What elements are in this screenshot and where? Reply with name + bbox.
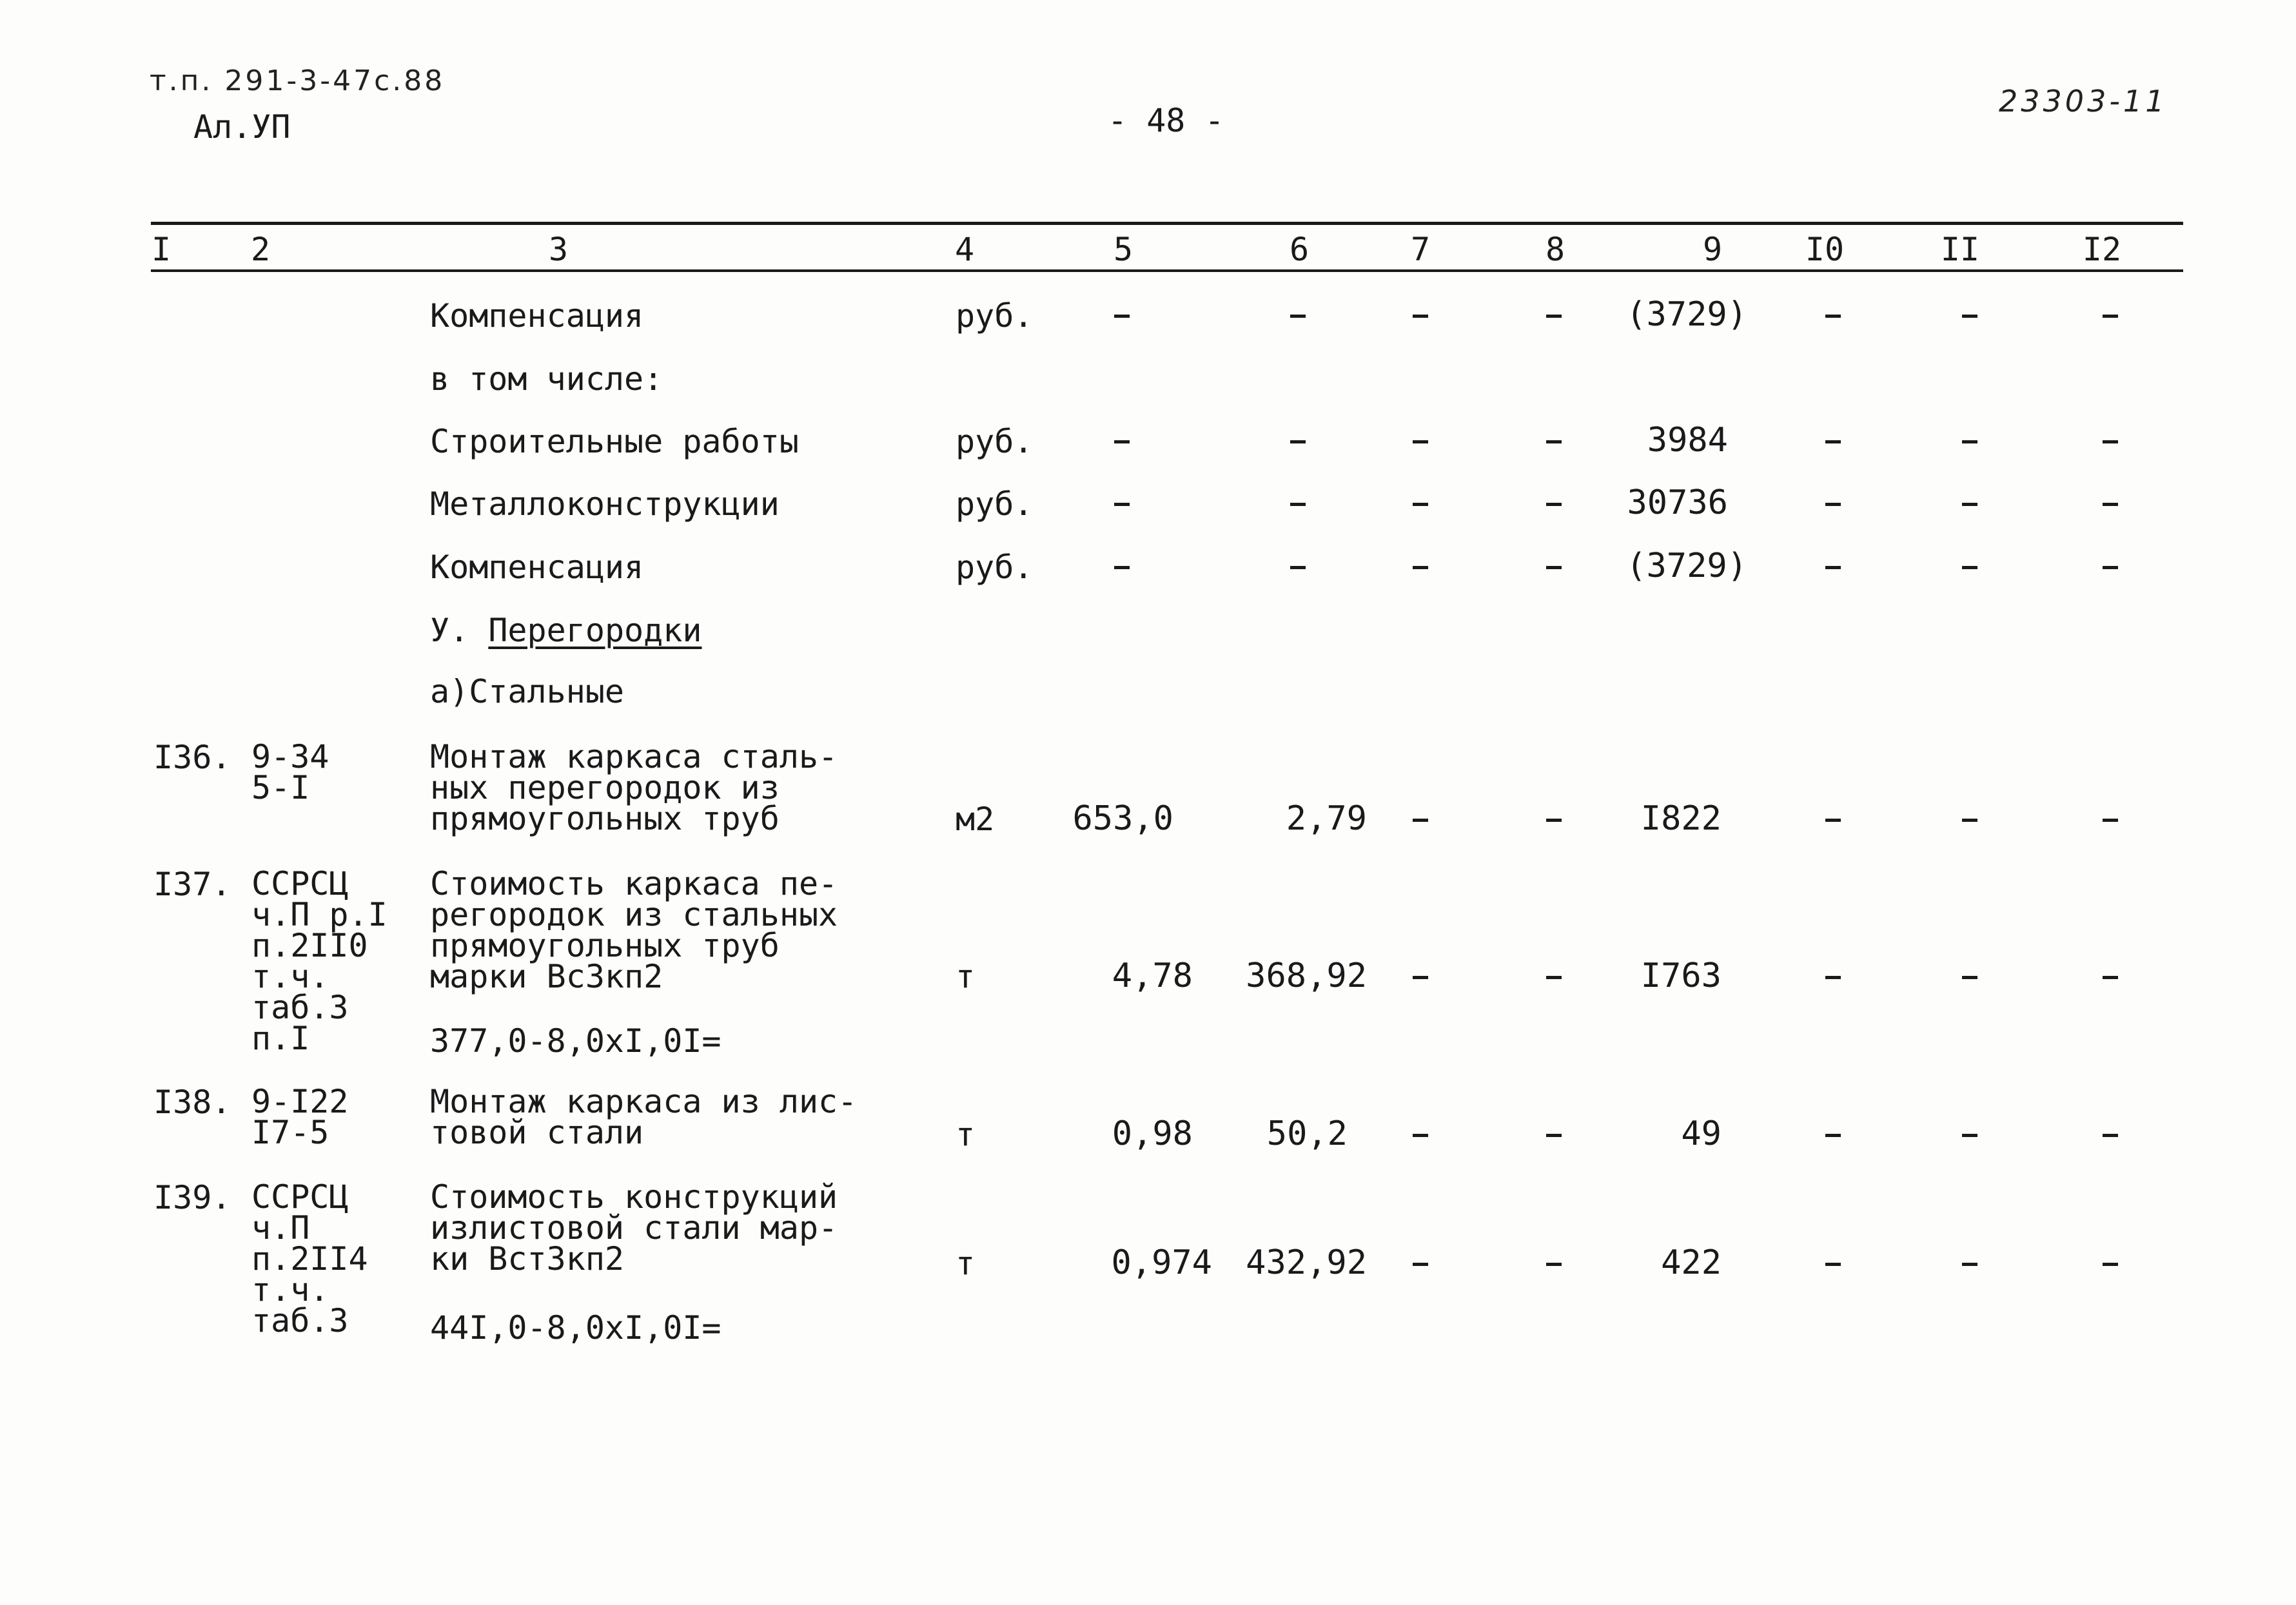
empty-cell-dash [1290,315,1306,318]
empty-cell-dash [1546,503,1562,506]
item-unit: м2 [956,801,995,838]
cost-total: I822 [1640,799,1722,838]
empty-cell-dash [1825,976,1841,979]
cost-total: 422 [1661,1243,1722,1282]
cost-total: (3729) [1626,547,1747,585]
item-description: Стоимость конструкций излистовой стали мар- ки Вст3кп2 [430,1178,838,1278]
document-number: 23303-11 [1999,84,2168,119]
page-number: - 48 - [1108,102,1224,139]
empty-cell-dash [1825,315,1841,318]
doc-reference: т.п. 291-3-47с.88 [150,64,446,97]
empty-cell-dash [2103,1134,2118,1137]
item-code: ССРСЦ ч.П р.I п.2II0 т.ч. таб.3 п.I [251,865,388,1057]
item-unit: т [956,1116,976,1153]
empty-cell-dash [2103,315,2118,318]
item-unit: руб. [956,297,1034,335]
item-name: Компенсация [430,297,644,335]
table-header-rule [151,269,2183,272]
empty-cell-dash [1962,976,1977,979]
column-header: 8 [1545,231,1565,268]
empty-cell-dash [2103,976,2118,979]
section-heading [430,614,702,647]
column-header: I0 [1805,231,1845,268]
column-header: 3 [548,231,569,268]
empty-cell-dash [1962,440,1977,443]
empty-cell-dash [1962,566,1977,569]
item-unit: руб. [956,485,1034,523]
empty-cell-dash [1114,566,1130,569]
empty-cell-dash [2103,566,2118,569]
empty-cell-dash [1290,440,1306,443]
quantity: 0,98 [1112,1114,1193,1153]
unit-price: 432,92 [1246,1243,1367,1282]
empty-cell-dash [1825,566,1841,569]
item-number: I38. [153,1084,231,1121]
item-unit: т [956,1245,976,1282]
empty-cell-dash [2103,503,2118,506]
column-header: I2 [2082,231,2122,268]
item-name: Строительные работы [430,423,799,460]
unit-price: 50,2 [1266,1114,1348,1153]
price-formula: 377,0-8,0хI,0I= [430,1022,721,1060]
quantity: 0,974 [1111,1243,1212,1282]
column-header: 4 [954,231,975,268]
price-formula: 44I,0-8,0хI,0I= [430,1309,721,1347]
unit-price: 2,79 [1286,799,1367,838]
empty-cell-dash [1825,1134,1841,1137]
item-unit: руб. [956,423,1034,460]
item-description: Монтаж каркаса из лис- товой стали [430,1083,858,1151]
item-unit: т [956,958,976,995]
empty-cell-dash [1825,503,1841,506]
column-header: II [1940,231,1980,268]
item-code: 9-I22 I7-5 [251,1083,349,1151]
empty-cell-dash [1546,1134,1562,1137]
item-unit: руб. [956,549,1034,586]
empty-cell-dash [1413,315,1428,318]
empty-cell-dash [1546,819,1562,822]
including-label: в том числе: [430,360,663,398]
empty-cell-dash [1962,1134,1977,1137]
empty-cell-dash [1413,819,1428,822]
empty-cell-dash [2103,819,2118,822]
empty-cell-dash [1825,819,1841,822]
cost-total: 49 [1681,1114,1722,1153]
section-number: У. [430,612,469,649]
empty-cell-dash [1413,1134,1428,1137]
item-name: Металлоконструкции [430,485,780,523]
item-number: I39. [153,1179,231,1216]
empty-cell-dash [1546,566,1562,569]
empty-cell-dash [1114,503,1130,506]
empty-cell-dash [1413,503,1428,506]
item-number: I36. [153,739,231,776]
empty-cell-dash [1413,1263,1428,1266]
empty-cell-dash [1413,566,1428,569]
empty-cell-dash [1290,566,1306,569]
quantity: 4,78 [1112,957,1193,995]
empty-cell-dash [2103,1263,2118,1266]
empty-cell-dash [2103,440,2118,443]
empty-cell-dash [1962,503,1977,506]
subsection-heading: а)Стальные [430,673,625,710]
table-top-rule [151,222,2183,225]
empty-cell-dash [1825,440,1841,443]
empty-cell-dash [1825,1263,1841,1266]
empty-cell-dash [1413,976,1428,979]
item-code: ССРСЦ ч.П п.2II4 т.ч. таб.3 [251,1178,368,1339]
empty-cell-dash [1413,440,1428,443]
item-description: Стоимость каркаса пе- регородок из стальных прямоугольных труб марки Вс3кп2 [430,865,838,995]
item-number: I37. [153,866,231,903]
column-header: 6 [1289,231,1310,268]
empty-cell-dash [1962,819,1977,822]
empty-cell-dash [1114,315,1130,318]
cost-total: 3984 [1647,421,1728,460]
column-header: 2 [250,231,271,268]
cost-total: (3729) [1626,295,1747,334]
empty-cell-dash [1546,976,1562,979]
column-header: 5 [1113,231,1133,268]
column-header: 7 [1410,231,1431,268]
empty-cell-dash [1962,315,1977,318]
empty-cell-dash [1290,503,1306,506]
empty-cell-dash [1962,1263,1977,1266]
section-title: Перегородки [488,612,702,649]
unit-price: 368,92 [1246,957,1367,995]
empty-cell-dash [1114,440,1130,443]
item-name: Компенсация [430,549,644,586]
column-header: 9 [1702,231,1723,268]
cost-total: I763 [1640,957,1722,995]
cost-total: 30736 [1627,483,1728,522]
empty-cell-dash [1546,440,1562,443]
item-code: 9-34 5-I [251,738,329,806]
item-description: Монтаж каркаса сталь- ных перегородок из прямоугольных труб [430,738,838,837]
empty-cell-dash [1546,1263,1562,1266]
empty-cell-dash [1546,315,1562,318]
album-label: Ал.УП [193,108,291,146]
quantity: 653,0 [1072,799,1173,838]
column-header: I [151,231,172,268]
